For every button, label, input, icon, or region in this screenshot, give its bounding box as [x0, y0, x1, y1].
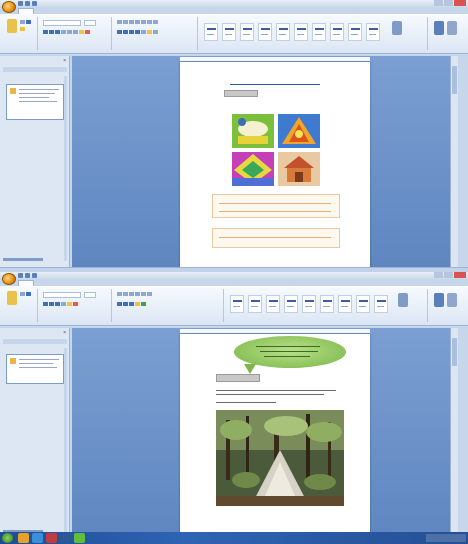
taskbar-bottom: [0, 532, 468, 544]
page-thumbnail[interactable]: [6, 84, 64, 120]
vertical-scrollbar[interactable]: [450, 56, 458, 267]
align-left-icon[interactable]: [117, 302, 122, 306]
window-controls: [434, 272, 466, 278]
align-right-icon[interactable]: [129, 302, 134, 306]
style-strong[interactable]: [330, 23, 344, 41]
strikethrough-icon[interactable]: [61, 302, 66, 306]
scroll-thumb[interactable]: [452, 338, 457, 366]
shading-icon[interactable]: [147, 30, 152, 34]
windows-start-icon[interactable]: [2, 533, 13, 543]
document-page[interactable]: [180, 62, 370, 268]
quick-access-toolbar: [18, 273, 37, 278]
nav-pane-scrollbar[interactable]: [64, 348, 67, 533]
document-workspace: [72, 328, 458, 539]
word-window-bottom: [0, 272, 468, 544]
undo-icon[interactable]: [25, 1, 30, 6]
align-center-icon[interactable]: [123, 30, 128, 34]
jungle-photo: [216, 410, 344, 506]
font-group: [40, 17, 112, 50]
quick-access-toolbar: [18, 1, 37, 6]
close-icon[interactable]: [454, 0, 466, 6]
style-emphasis[interactable]: [338, 295, 352, 313]
ribbon: [0, 286, 468, 326]
font-size-dropdown[interactable]: [84, 292, 96, 298]
find-icon[interactable]: [434, 293, 444, 307]
style-normal[interactable]: [204, 23, 218, 41]
thumbnail-image: [10, 358, 16, 364]
font-group: [40, 289, 112, 322]
minimize-icon[interactable]: [434, 272, 443, 278]
borders-icon[interactable]: [153, 30, 158, 34]
underline-icon[interactable]: [55, 302, 60, 306]
undo-icon[interactable]: [25, 273, 30, 278]
thumbnail-image: [10, 88, 16, 94]
nav-pane-footer: [3, 258, 43, 261]
paragraph-group: [114, 289, 224, 322]
format-painter-icon[interactable]: [20, 27, 25, 31]
paragraph-group: [114, 17, 198, 50]
clipboard-group: [4, 17, 38, 50]
explorer-icon[interactable]: [18, 533, 29, 543]
change-styles-icon[interactable]: [398, 293, 408, 307]
superscript-icon[interactable]: [73, 30, 78, 34]
collage-tile-2: [278, 114, 320, 148]
horizontal-ruler[interactable]: [180, 329, 370, 333]
title-bar: [0, 272, 468, 279]
gray-input-field[interactable]: [224, 90, 258, 97]
save-icon[interactable]: [18, 1, 23, 6]
font-color-icon[interactable]: [73, 302, 78, 306]
multilevel-icon[interactable]: [129, 292, 134, 296]
browser-icon[interactable]: [32, 533, 43, 543]
sort-icon[interactable]: [147, 20, 152, 24]
window-controls: [434, 0, 466, 6]
find-icon[interactable]: [434, 21, 444, 35]
align-left-icon[interactable]: [117, 30, 122, 34]
maximize-icon[interactable]: [444, 0, 453, 6]
nav-pane-tabs[interactable]: [3, 339, 67, 344]
style-title[interactable]: [276, 23, 290, 41]
show-marks-icon[interactable]: [153, 20, 158, 24]
close-icon[interactable]: ×: [63, 330, 66, 336]
vertical-scrollbar[interactable]: [450, 328, 458, 539]
style-quote[interactable]: [348, 23, 362, 41]
answer-box-2[interactable]: [212, 228, 340, 248]
word-icon[interactable]: [60, 533, 71, 543]
nav-pane-tabs[interactable]: [3, 67, 67, 72]
speech-bubble-tail: [244, 364, 256, 374]
numbering-icon[interactable]: [123, 20, 128, 24]
bullets-icon[interactable]: [117, 292, 122, 296]
save-icon[interactable]: [18, 273, 23, 278]
navigation-pane: [0, 328, 70, 539]
strikethrough-icon[interactable]: [61, 30, 66, 34]
style-no-spacing[interactable]: [248, 295, 262, 313]
font-size-dropdown[interactable]: [84, 20, 96, 26]
italic-icon[interactable]: [49, 302, 54, 306]
clipboard-group: [4, 289, 38, 322]
redo-icon[interactable]: [32, 273, 37, 278]
style-normal[interactable]: [230, 295, 244, 313]
decrease-indent-icon[interactable]: [135, 20, 140, 24]
decrease-indent-icon[interactable]: [135, 292, 140, 296]
multilevel-icon[interactable]: [129, 20, 134, 24]
minimize-icon[interactable]: [434, 0, 443, 6]
line-spacing-icon[interactable]: [141, 30, 146, 34]
highlight-icon[interactable]: [67, 302, 72, 306]
collage-tile-1: [232, 114, 274, 148]
align-center-icon[interactable]: [123, 302, 128, 306]
style-heading-2[interactable]: [258, 23, 272, 41]
media-icon[interactable]: [46, 533, 57, 543]
copy-icon[interactable]: [26, 20, 31, 24]
title-bar: [0, 0, 468, 7]
document-page[interactable]: [180, 334, 370, 540]
bold-icon[interactable]: [43, 30, 48, 34]
sort-icon[interactable]: [147, 292, 152, 296]
increase-indent-icon[interactable]: [141, 292, 146, 296]
navigation-pane: [0, 56, 70, 267]
document-workspace: [72, 56, 458, 267]
close-icon[interactable]: ×: [63, 58, 66, 64]
font-name-dropdown[interactable]: [43, 20, 81, 26]
styles-group: [200, 17, 428, 50]
subscript-icon[interactable]: [67, 30, 72, 34]
increase-indent-icon[interactable]: [141, 20, 146, 24]
answer-box-1[interactable]: [212, 194, 340, 218]
copy-icon[interactable]: [26, 292, 31, 296]
style-heading-1[interactable]: [266, 295, 280, 313]
close-icon[interactable]: [454, 272, 466, 278]
office-orb-icon[interactable]: [2, 273, 16, 285]
justify-icon[interactable]: [135, 30, 140, 34]
system-tray: [426, 534, 466, 542]
app-icon[interactable]: [74, 533, 85, 543]
redo-icon[interactable]: [32, 1, 37, 6]
change-styles-icon[interactable]: [392, 21, 402, 35]
paste-icon[interactable]: [7, 19, 17, 33]
cut-icon[interactable]: [20, 20, 25, 24]
bold-icon[interactable]: [43, 302, 48, 306]
highlight-icon[interactable]: [79, 30, 84, 34]
style-subtitle[interactable]: [320, 295, 334, 313]
collage-tile-3: [232, 152, 274, 186]
cut-icon[interactable]: [20, 292, 25, 296]
gray-input-field[interactable]: [216, 374, 260, 382]
style-emphasis[interactable]: [312, 23, 326, 41]
paste-icon[interactable]: [7, 291, 17, 305]
font-name-dropdown[interactable]: [43, 292, 81, 298]
borders-icon[interactable]: [141, 302, 146, 306]
bullets-icon[interactable]: [117, 20, 122, 24]
replace-icon[interactable]: [447, 293, 457, 307]
style-heading-1[interactable]: [240, 23, 254, 41]
style-strong[interactable]: [356, 295, 370, 313]
style-quote[interactable]: [374, 295, 388, 313]
style-subtitle[interactable]: [294, 23, 308, 41]
styles-group: [226, 289, 428, 322]
style-no-spacing[interactable]: [222, 23, 236, 41]
collage-tile-4: [278, 152, 320, 186]
maximize-icon[interactable]: [444, 272, 453, 278]
ribbon: [0, 14, 468, 54]
editing-group: [430, 17, 464, 50]
shading-icon[interactable]: [135, 302, 140, 306]
replace-icon[interactable]: [447, 21, 457, 35]
align-right-icon[interactable]: [129, 30, 134, 34]
scroll-thumb[interactable]: [452, 66, 457, 94]
style-heading-2[interactable]: [284, 295, 298, 313]
editing-group: [430, 289, 464, 322]
italic-icon[interactable]: [49, 30, 54, 34]
font-color-icon[interactable]: [85, 30, 90, 34]
numbering-icon[interactable]: [123, 292, 128, 296]
style-title[interactable]: [302, 295, 316, 313]
style-intense-quote[interactable]: [366, 23, 380, 41]
page-thumbnail[interactable]: [6, 354, 64, 384]
underline-icon[interactable]: [55, 30, 60, 34]
office-orb-icon[interactable]: [2, 1, 16, 13]
nav-pane-scrollbar[interactable]: [64, 76, 67, 261]
horizontal-ruler[interactable]: [180, 57, 370, 61]
